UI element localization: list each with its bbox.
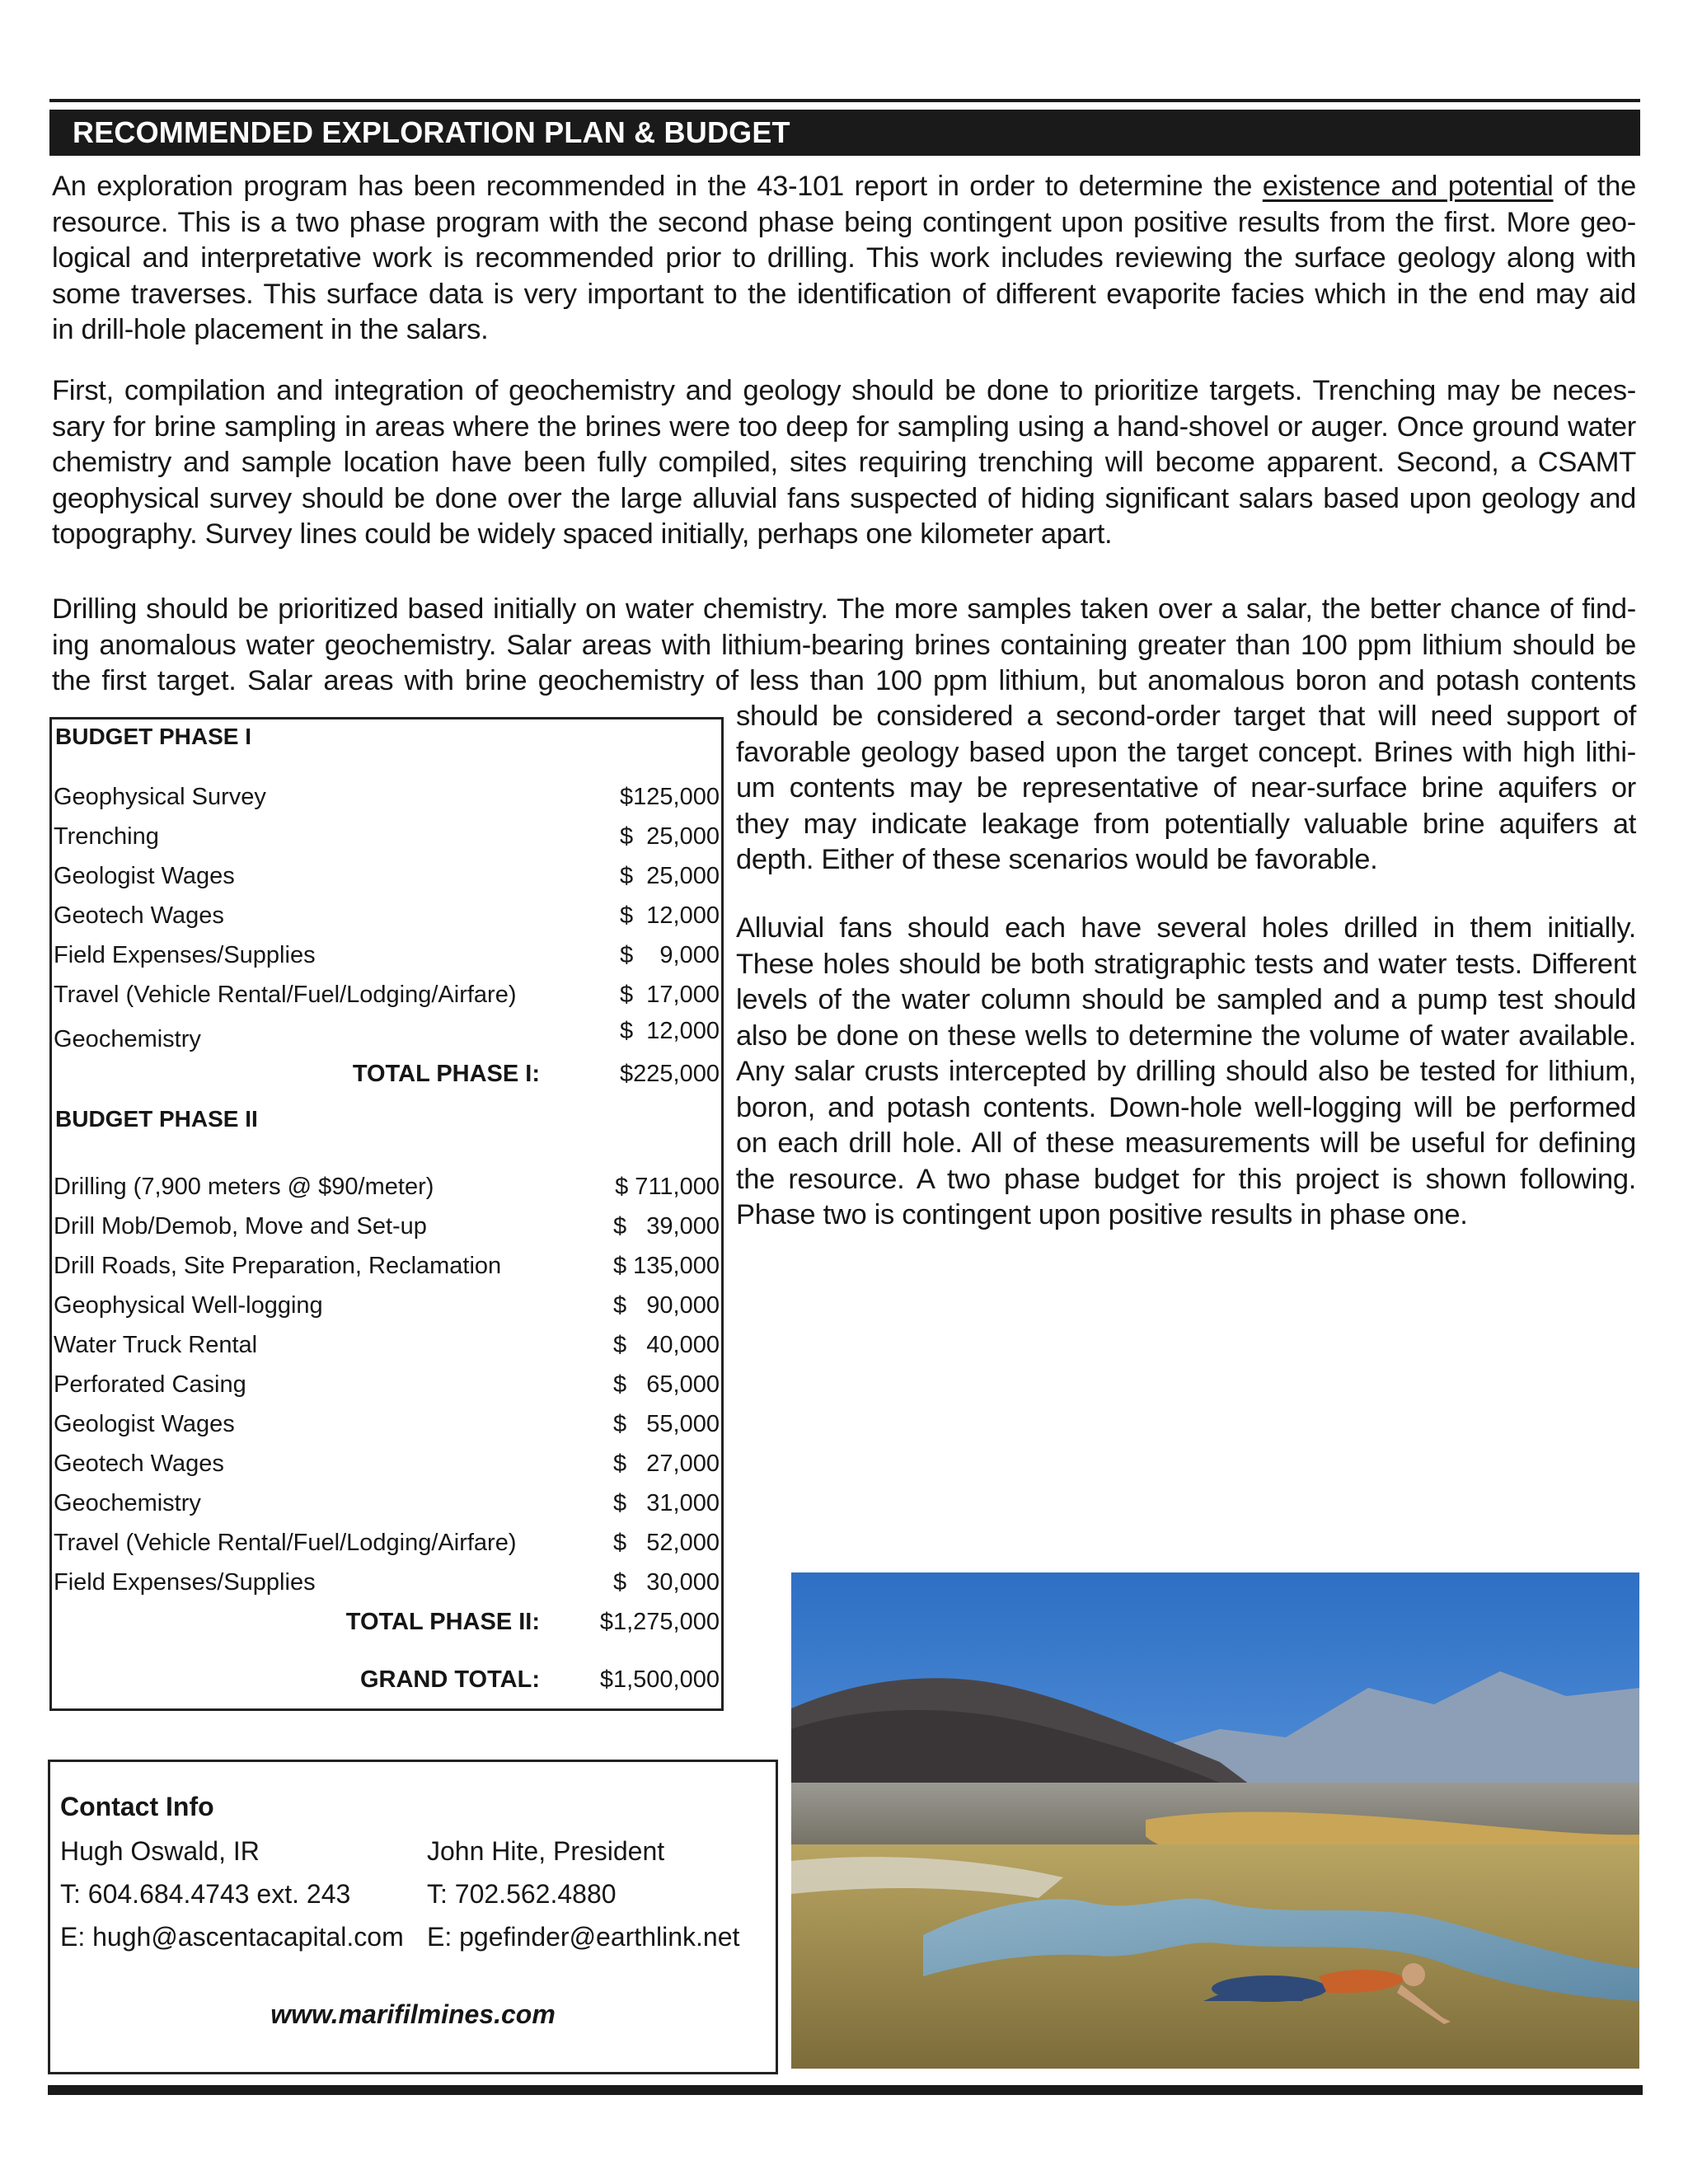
budget-item-amount: $ 65,000 xyxy=(613,1371,720,1398)
bottom-rule xyxy=(48,2085,1643,2095)
alluvial-fans-paragraph xyxy=(736,911,1636,1234)
contact-left-phone: T: 604.684.4743 ext. 243 xyxy=(60,1879,351,1909)
budget-item-amount: $ 55,000 xyxy=(613,1411,720,1437)
budget-item-amount: $ 27,000 xyxy=(613,1451,720,1477)
budget-row xyxy=(52,937,721,973)
budget-row xyxy=(52,1327,721,1363)
budget-item-amount: $ 90,000 xyxy=(613,1292,720,1319)
paragraph-line: on each drill hole. All of these measurements will be useful for defining xyxy=(736,1127,1636,1159)
budget-item-label: Trenching xyxy=(54,823,159,850)
budget-item-amount: $ 52,000 xyxy=(613,1530,720,1556)
phase-1-total-row xyxy=(52,1056,721,1092)
drilling-paragraph-continued xyxy=(736,699,1636,879)
budget-item-label: Geochemistry xyxy=(54,1490,201,1516)
budget-item-amount: $ 12,000 xyxy=(620,1018,720,1044)
paragraph-line: geophysical survey should be done over the large alluvial fans suspected of hiding significant salars based upon geology and xyxy=(52,482,1636,514)
paragraph-line: topography. Survey lines could be widely spaced initially, perhaps one kilometer apart. xyxy=(52,518,1113,550)
budget-row xyxy=(52,1525,721,1561)
budget-phase-2-heading: BUDGET PHASE II xyxy=(55,1106,258,1132)
budget-item-amount: $ 31,000 xyxy=(613,1490,720,1516)
phase-1-total-amount: $225,000 xyxy=(620,1061,720,1087)
phase-1-total-label: TOTAL PHASE I: xyxy=(352,1061,540,1087)
budget-item-amount: $ 40,000 xyxy=(613,1332,720,1358)
paragraph-line: Alluvial fans should each have several holes drilled in them initially. xyxy=(736,912,1636,944)
drilling-paragraph xyxy=(52,592,1636,700)
budget-item-label: Field Expenses/Supplies xyxy=(54,942,316,968)
phase-2-total-row xyxy=(52,1604,721,1640)
budget-item-amount: $ 39,000 xyxy=(613,1213,720,1240)
section-header xyxy=(49,110,1640,156)
budget-item-amount: $ 25,000 xyxy=(620,823,720,850)
budget-item-label: Drilling (7,900 meters @ $90/meter) xyxy=(54,1174,434,1200)
budget-row xyxy=(52,1406,721,1442)
budget-item-label: Geologist Wages xyxy=(54,863,235,889)
contact-right-email[interactable]: E: pgefinder@earthlink.net xyxy=(427,1922,740,1952)
budget-item-label: Geologist Wages xyxy=(54,1411,235,1437)
paragraph-line: resource. This is a two phase program with the second phase being contingent upon positive results from the first. More geo- xyxy=(52,206,1636,238)
paragraph-line: Drilling should be prioritized based initially on water chemistry. The more samples taken over a salar, the better chance of find- xyxy=(52,593,1636,625)
grand-total-label: GRAND TOTAL: xyxy=(359,1666,540,1693)
budget-item-label: Field Expenses/Supplies xyxy=(54,1569,316,1596)
paragraph-line: logical and interpretative work is recommended prior to drilling. This work includes reviewing the surface geology along with xyxy=(52,242,1636,274)
paragraph-line: chemistry and sample location have been fully compiled, sites requiring trenching will become apparent. Second, a CSAMT xyxy=(52,447,1636,478)
budget-row xyxy=(52,898,721,934)
paragraph-line: These holes should be both stratigraphic tests and water tests. Different xyxy=(736,948,1636,980)
budget-item-amount: $125,000 xyxy=(620,784,720,810)
budget-item-amount: $ 711,000 xyxy=(615,1174,720,1200)
paragraph-line: some traverses. This surface data is very important to the identification of different evaporite facies which in the end may aid xyxy=(52,278,1636,310)
budget-item-amount: $ 25,000 xyxy=(620,863,720,889)
paragraph-line: Any salar crusts intercepted by drilling should also be tested for lithium, xyxy=(736,1056,1636,1087)
budget-row xyxy=(52,1208,721,1244)
contact-left-email[interactable]: E: hugh@ascentacapital.com xyxy=(60,1922,404,1952)
top-rule xyxy=(49,99,1640,102)
budget-item-label: Water Truck Rental xyxy=(54,1332,258,1358)
budget-item-amount: $ 17,000 xyxy=(620,982,720,1008)
phase-2-total-amount: $1,275,000 xyxy=(599,1609,720,1635)
contact-right-phone: T: 702.562.4880 xyxy=(427,1879,617,1909)
budget-row xyxy=(52,818,721,855)
paragraph-line: depth. Either of these scenarios would be favorable. xyxy=(736,844,1378,875)
paragraph-line: also be done on these wells to determine the volume of water available. xyxy=(736,1019,1636,1052)
phase-2-total-label: TOTAL PHASE II: xyxy=(345,1609,540,1635)
paragraph-line: ing anomalous water geochemistry. Salar areas with lithium-bearing brines containing greater than 100 ppm lithium should be xyxy=(52,629,1636,661)
paragraph-line: sary for brine sampling in areas where the brines were too deep for sampling using a hand-shovel or auger. Once ground water xyxy=(52,410,1636,443)
paragraph-line: the resource. A two phase budget for this project is shown following. xyxy=(736,1163,1636,1195)
contact-box xyxy=(48,1760,778,2074)
budget-row xyxy=(52,779,721,815)
budget-row xyxy=(52,858,721,894)
compilation-paragraph xyxy=(52,373,1636,553)
paragraph-line: in drill-hole placement in the salars. xyxy=(52,314,489,345)
paragraph-line: levels of the water column should be sampled and a pump test should xyxy=(736,984,1636,1015)
budget-row xyxy=(52,1018,721,1054)
budget-item-amount: $ 135,000 xyxy=(612,1253,720,1279)
contact-title: Contact Info xyxy=(60,1792,214,1821)
underlined-phrase: existence and potential xyxy=(1262,171,1554,202)
paragraph-line: favorable geology based upon the target concept. Brines with high lithi- xyxy=(736,736,1636,768)
paragraph-line: they may indicate leakage from potentially valuable brine aquifers at xyxy=(736,808,1636,840)
grand-total-row xyxy=(52,1661,721,1698)
budget-row xyxy=(52,1446,721,1482)
budget-row xyxy=(52,977,721,1013)
budget-item-label: Drill Mob/Demob, Move and Set-up xyxy=(54,1213,427,1240)
intro-paragraph xyxy=(52,169,1636,349)
budget-item-label: Geophysical Survey xyxy=(54,784,266,810)
budget-row xyxy=(52,1248,721,1284)
budget-row xyxy=(52,1287,721,1324)
paragraph-line: Phase two is contingent upon positive results in phase one. xyxy=(736,1199,1468,1230)
paragraph-line: should be considered a second-order target that will need support of xyxy=(736,701,1636,732)
budget-item-label: Perforated Casing xyxy=(54,1371,246,1398)
contact-left-name: Hugh Oswald, IR xyxy=(60,1836,260,1866)
salar-landscape-photo xyxy=(791,1572,1639,2069)
section-title: RECOMMENDED EXPLORATION PLAN & BUDGET xyxy=(73,115,790,149)
budget-item-label: Drill Roads, Site Preparation, Reclamation xyxy=(54,1253,502,1279)
paragraph-line: the first target. Salar areas with brine geochemistry of less than 100 ppm lithium, but anomalous boron and potash contents xyxy=(52,665,1636,696)
budget-table xyxy=(49,717,724,1711)
paragraph-line: First, compilation and integration of geochemistry and geology should be done to prioritize targets. Trenching may be neces- xyxy=(52,375,1636,406)
budget-row xyxy=(52,1564,721,1601)
budget-item-label: Travel (Vehicle Rental/Fuel/Lodging/Airfare) xyxy=(54,1530,517,1556)
paragraph-line: boron, and potash contents. Down-hole well-logging will be performed xyxy=(736,1091,1636,1123)
grand-total-amount: $1,500,000 xyxy=(599,1666,720,1693)
budget-row xyxy=(52,1485,721,1521)
budget-item-label: Geophysical Well-logging xyxy=(54,1292,323,1319)
contact-right-name: John Hite, President xyxy=(427,1836,665,1866)
budget-item-amount: $ 9,000 xyxy=(620,942,720,968)
budget-item-amount: $ 30,000 xyxy=(613,1569,720,1596)
budget-row xyxy=(52,1169,721,1205)
budget-item-label: Geotech Wages xyxy=(54,1451,224,1477)
paragraph-line: um contents may be representative of near-surface brine aquifers or xyxy=(736,772,1636,804)
budget-item-label: Geochemistry xyxy=(54,1026,201,1052)
budget-item-label: Geotech Wages xyxy=(54,902,224,929)
paragraph-line: An exploration program has been recommended in the 43-101 report in order to determine the existence and potential of the xyxy=(52,171,1636,202)
website-link[interactable]: www.marifilmines.com xyxy=(270,1999,556,2029)
budget-item-amount: $ 12,000 xyxy=(620,902,720,929)
budget-item-label: Travel (Vehicle Rental/Fuel/Lodging/Airfare) xyxy=(54,982,517,1008)
budget-phase-1-heading: BUDGET PHASE I xyxy=(55,724,252,749)
budget-row xyxy=(52,1366,721,1403)
